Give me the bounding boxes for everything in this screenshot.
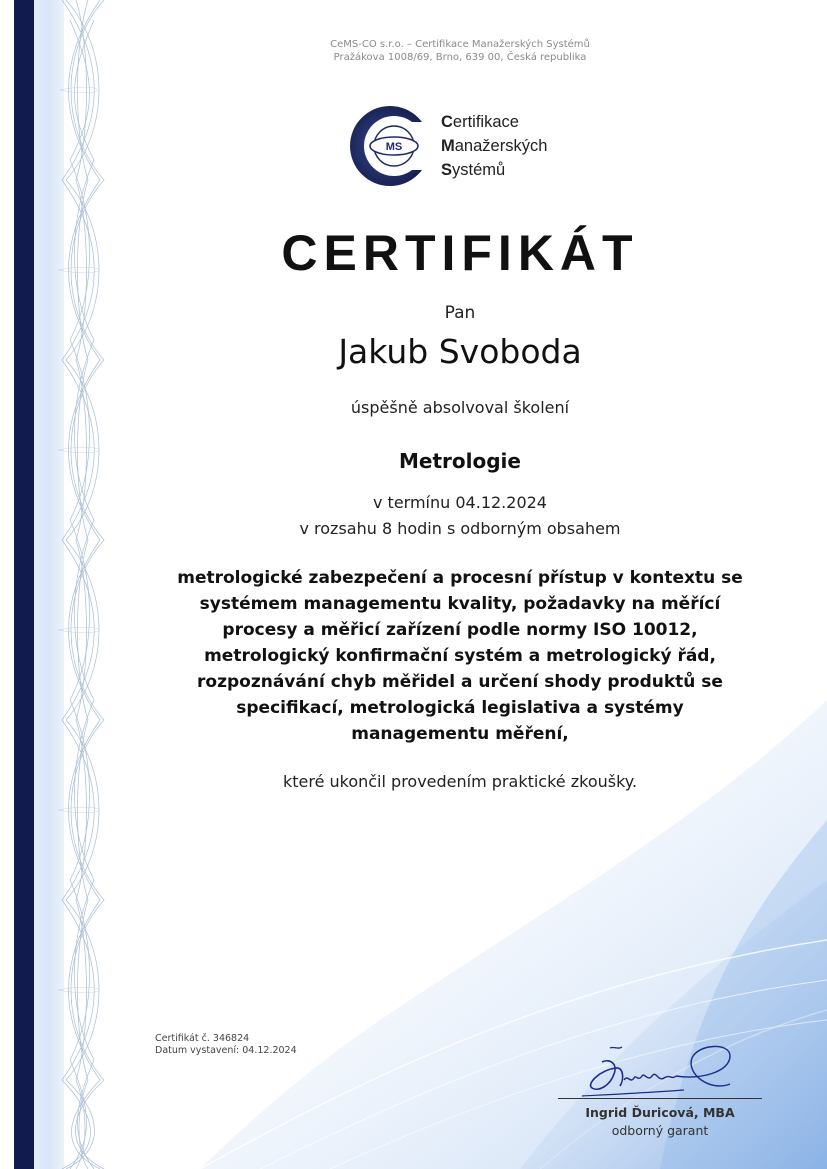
logo-word-3: ystémů xyxy=(452,161,506,179)
content-line: specifikací, metrologická legislativa a systémy xyxy=(236,698,684,718)
logo-word-1: ertifikace xyxy=(452,113,519,131)
logo-initial-s: S xyxy=(441,161,453,179)
course-name: Metrologie xyxy=(399,449,521,473)
content-line: rozpoznávání chyb měřidel a určení shody produktů se xyxy=(197,672,723,692)
hours-line: v rozsahu 8 hodin s odborným obsahem xyxy=(299,519,621,538)
logo-emblem-text: MS xyxy=(385,141,403,153)
signer-name: Ingrid Ďuricová, MBA xyxy=(585,1105,735,1120)
issuer-name-line: CeMS-CO s.r.o. – Certifikace Manažerských Systémů xyxy=(330,39,590,50)
issuer-address-line: Pražákova 1008/69, Brno, 639 00, Česká republika xyxy=(333,52,587,63)
content-line: metrologické zabezpečení a procesní přístup v kontextu se xyxy=(177,568,743,588)
logo-wordmark xyxy=(441,110,547,182)
content-line: systémem managementu kvality, požadavky na měřící xyxy=(199,594,721,614)
term-date-line: v termínu 04.12.2024 xyxy=(373,493,547,512)
signer-role: odborný garant xyxy=(611,1123,709,1138)
certificate-meta xyxy=(155,1033,297,1057)
issuer-header xyxy=(140,38,780,64)
content-line: managementu měření, xyxy=(351,724,569,744)
course-term xyxy=(140,490,780,542)
salutation: Pan xyxy=(444,303,476,323)
certificate-title: CERTIFIKÁT xyxy=(281,225,639,281)
logo-initial-c: C xyxy=(441,113,453,131)
course-content xyxy=(160,565,760,747)
logo-word-2: anažerských xyxy=(454,137,548,155)
signature-line xyxy=(558,1098,762,1099)
content-line: procesy a měřicí zařízení podle normy ISO 10012, xyxy=(222,620,698,640)
left-decorative-band xyxy=(0,0,140,1169)
handwritten-signature xyxy=(580,1040,740,1102)
recipient-name: Jakub Svoboda xyxy=(338,332,582,371)
logo-initial-m: M xyxy=(441,137,455,155)
closing-statement: které ukončil provedením praktické zkoušky. xyxy=(282,772,638,791)
content-line: metrologický konfirmační systém a metrologický řád, xyxy=(204,646,716,666)
completion-statement: úspěšně absolvoval školení xyxy=(350,398,570,417)
certificate-number: Certifikát č. 346824 xyxy=(155,1033,250,1044)
issue-date: Datum vystavení: 04.12.2024 xyxy=(155,1045,297,1056)
